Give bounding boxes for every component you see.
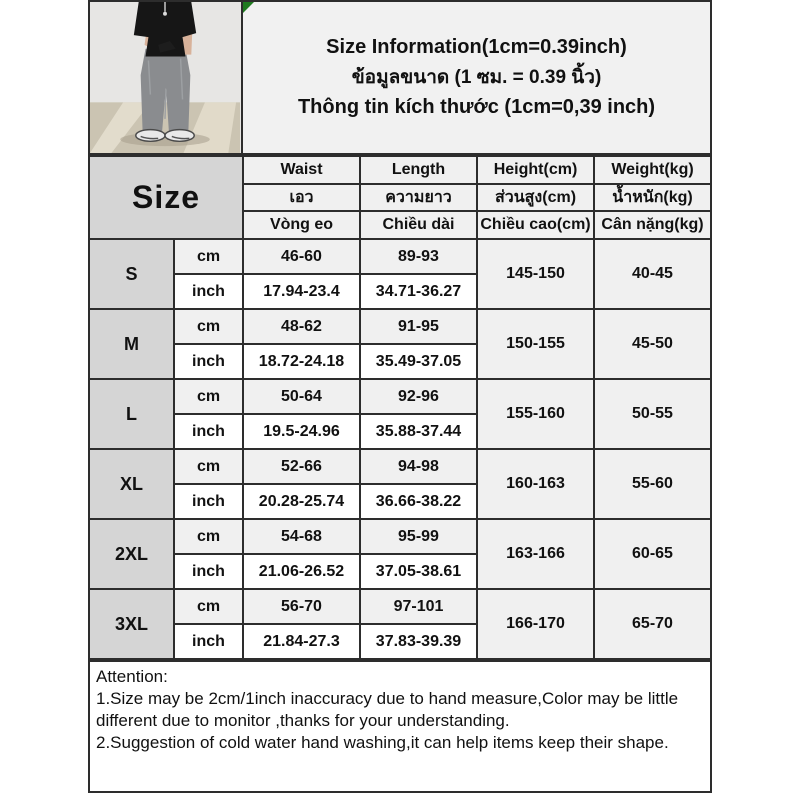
length-inch-value: 35.49-37.05	[360, 344, 477, 379]
height-value: 166-170	[477, 589, 594, 659]
length-cm-value: 95-99	[360, 519, 477, 554]
waist-cm-value: 54-68	[243, 519, 360, 554]
unit-label-cm: cm	[174, 589, 243, 624]
weight-value: 45-50	[594, 309, 711, 379]
size-chart-sheet	[88, 0, 712, 793]
height-value: 160-163	[477, 449, 594, 519]
title-vietnamese: Thông tin kích thước (1cm=0,39 inch)	[297, 96, 656, 118]
unit-label-inch: inch	[174, 484, 243, 519]
size-row-label: XL	[89, 449, 174, 519]
waist-cm-value: 50-64	[243, 379, 360, 414]
size-row-label: 3XL	[89, 589, 174, 659]
size-row-label: S	[89, 239, 174, 309]
unit-label-inch: inch	[174, 344, 243, 379]
col-header-weight-vi: Cân nặng(kg)	[594, 211, 711, 239]
col-header-length-vi: Chiều dài	[360, 211, 477, 239]
waist-cm-value: 46-60	[243, 239, 360, 274]
col-header-waist-vi: Vòng eo	[243, 211, 360, 239]
col-header-length-th: ความยาว	[360, 184, 477, 211]
waist-inch-value: 19.5-24.96	[243, 414, 360, 449]
length-cm-value: 89-93	[360, 239, 477, 274]
length-cm-value: 94-98	[360, 449, 477, 484]
col-header-height-th: ส่วนสูง(cm)	[477, 184, 594, 211]
necklace-pendant	[163, 12, 167, 16]
sneaker-left	[136, 130, 165, 142]
length-cm-value: 97-101	[360, 589, 477, 624]
length-inch-value: 37.83-39.39	[360, 624, 477, 659]
height-value: 150-155	[477, 309, 594, 379]
unit-label-inch: inch	[174, 554, 243, 589]
title-thai: ข้อมูลขนาด (1 ซม. = 0.39 นิ้ว)	[351, 67, 602, 88]
sneaker-right	[165, 130, 194, 142]
height-value: 163-166	[477, 519, 594, 589]
col-header-height-en: Height(cm)	[477, 156, 594, 184]
green-corner-marker-icon	[243, 2, 254, 13]
unit-label-inch: inch	[174, 274, 243, 309]
unit-label-cm: cm	[174, 449, 243, 484]
attention-note-line: different due to monitor ,thanks for your understanding.	[96, 711, 510, 730]
weight-value: 60-65	[594, 519, 711, 589]
length-inch-value: 36.66-38.22	[360, 484, 477, 519]
length-inch-value: 35.88-37.44	[360, 414, 477, 449]
waist-inch-value: 20.28-25.74	[243, 484, 360, 519]
waist-cm-value: 56-70	[243, 589, 360, 624]
attention-heading: Attention:	[96, 667, 168, 686]
length-cm-value: 91-95	[360, 309, 477, 344]
size-row-label: M	[89, 309, 174, 379]
attention-note-line: 1.Size may be 2cm/1inch inaccuracy due to hand measure,Color may be little	[96, 689, 679, 708]
col-header-waist-th: เอว	[243, 184, 360, 211]
length-cm-value: 92-96	[360, 379, 477, 414]
col-header-weight-en: Weight(kg)	[594, 156, 711, 184]
col-header-waist-en: Waist	[243, 156, 360, 184]
waist-inch-value: 18.72-24.18	[243, 344, 360, 379]
top-row	[88, 0, 712, 155]
unit-label-inch: inch	[174, 624, 243, 659]
waist-inch-value: 17.94-23.4	[243, 274, 360, 309]
weight-value: 65-70	[594, 589, 711, 659]
col-header-length-en: Length	[360, 156, 477, 184]
height-value: 145-150	[477, 239, 594, 309]
model-photo-illustration	[90, 2, 240, 153]
waist-inch-value: 21.84-27.3	[243, 624, 360, 659]
unit-label-cm: cm	[174, 379, 243, 414]
unit-label-cm: cm	[174, 519, 243, 554]
weight-value: 40-45	[594, 239, 711, 309]
size-header-cell: Size	[89, 156, 243, 239]
size-row-label: L	[89, 379, 174, 449]
size-table	[88, 155, 712, 660]
unit-label-cm: cm	[174, 309, 243, 344]
attention-box	[88, 660, 712, 793]
length-inch-value: 34.71-36.27	[360, 274, 477, 309]
weight-value: 50-55	[594, 379, 711, 449]
product-photo	[88, 0, 242, 155]
height-value: 155-160	[477, 379, 594, 449]
weight-value: 55-60	[594, 449, 711, 519]
waist-cm-value: 52-66	[243, 449, 360, 484]
col-header-height-vi: Chiều cao(cm)	[477, 211, 594, 239]
length-inch-value: 37.05-38.61	[360, 554, 477, 589]
attention-note-line: 2.Suggestion of cold water hand washing,it can help items keep their shape.	[96, 733, 669, 752]
col-header-weight-th: น้ำหนัก(kg)	[594, 184, 711, 211]
unit-label-cm: cm	[174, 239, 243, 274]
title-english: Size Information(1cm=0.39inch)	[326, 36, 627, 58]
size-row-label: 2XL	[89, 519, 174, 589]
waist-inch-value: 21.06-26.52	[243, 554, 360, 589]
waist-cm-value: 48-62	[243, 309, 360, 344]
title-box	[242, 0, 712, 155]
unit-label-inch: inch	[174, 414, 243, 449]
